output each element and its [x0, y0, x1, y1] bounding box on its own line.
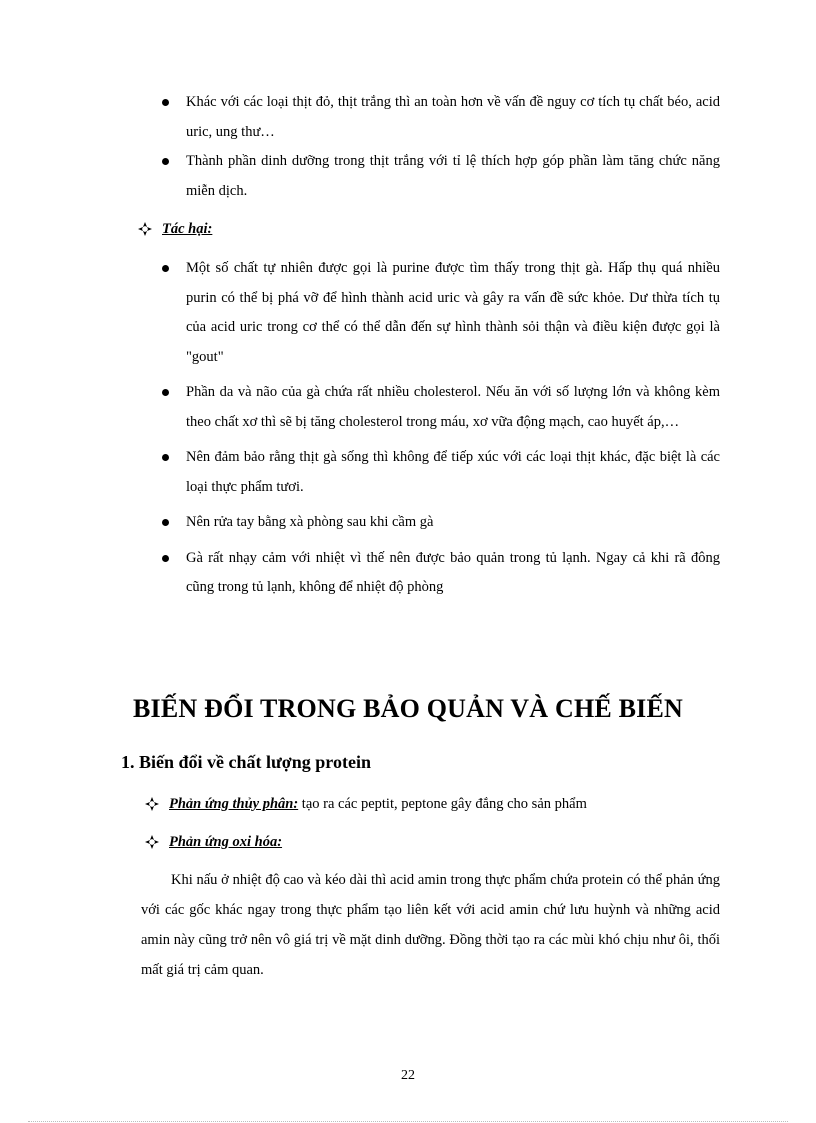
bullet-icon	[162, 519, 169, 526]
harms-heading: Tác hại:	[162, 221, 213, 237]
list-item-text: Khác với các loại thịt đỏ, thịt trắng thì an toàn hơn về vấn đề nguy cơ tích tụ chất béo, acid uric, ung thư…	[186, 94, 720, 140]
list-item	[160, 88, 720, 147]
section-title: 1. Biến đổi về chất lượng protein	[121, 752, 371, 772]
hydrolysis-heading: Phản ứng thủy phân:	[169, 796, 299, 812]
page-number: 22	[401, 1068, 415, 1083]
hydrolysis-text: tạo ra các peptit, peptone gây đắng cho sản phẩm	[298, 796, 587, 812]
list-item	[160, 254, 720, 372]
diamond-bullet-icon	[137, 221, 153, 237]
hydrolysis-line	[169, 793, 587, 815]
bullet-icon	[162, 389, 169, 396]
bullet-icon	[162, 158, 169, 165]
list-item-text: Nên đảm bảo rằng thịt gà sống thì không để tiếp xúc với các loại thịt khác, đặc biệt là các loại thực phẩm tươi.	[186, 449, 720, 495]
list-item	[160, 147, 720, 206]
bullet-icon	[162, 555, 169, 562]
bullet-icon	[162, 265, 169, 272]
harms-list	[160, 254, 720, 603]
main-title: BIẾN ĐỔI TRONG BẢO QUẢN VÀ CHẾ BIẾN	[133, 694, 683, 723]
list-item-text: Phần da và não của gà chứa rất nhiều cholesterol. Nếu ăn với số lượng lớn và không kèm theo chất xơ thì sẽ bị tăng cholesterol trong máu, xơ vữa động mạch, cao huyết áp,…	[186, 384, 720, 430]
list-item-text: Một số chất tự nhiên được gọi là purine được tìm thấy trong thịt gà. Hấp thụ quá nhiều purin có thể bị phá vỡ để hình thành acid uric và gây ra vấn đề sức khỏe. Dư thừa tích tụ của acid uric trong cơ thể có thể dẫn đến sự hình thành sỏi thận và điều kiện được gọi là "gout"	[186, 260, 720, 365]
list-item	[160, 378, 720, 437]
page-bottom-divider	[28, 1121, 788, 1122]
list-item	[160, 544, 720, 603]
diamond-bullet-icon	[144, 834, 160, 850]
diamond-bullet-icon	[144, 796, 160, 812]
list-item-text: Thành phần dinh dưỡng trong thịt trắng với tỉ lệ thích hợp góp phần làm tăng chức năng miễn dịch.	[186, 153, 720, 199]
bullet-icon	[162, 454, 169, 461]
list-item-text: Gà rất nhạy cảm với nhiệt vì thế nên được bảo quản trong tủ lạnh. Ngay cả khi rã đông cũng trong tủ lạnh, không để nhiệt độ phòng	[186, 549, 720, 595]
benefits-list	[160, 88, 720, 206]
list-item	[160, 443, 720, 502]
bullet-icon	[162, 99, 169, 106]
list-item	[160, 508, 720, 538]
list-item-text: Nên rửa tay bằng xà phòng sau khi cầm gà	[186, 514, 434, 530]
oxidation-heading: Phản ứng oxi hóa:	[169, 834, 283, 850]
oxidation-paragraph: Khi nấu ở nhiệt độ cao và kéo dài thì acid amin trong thực phẩm chứa protein có thể phản ứng với các gốc khác ngay trong thực phẩm tạo liên kết với acid amin chứ lưu huỳnh và những acid amin này cũng trở nên vô giá trị về mặt dinh dưỡng. Đồng thời tạo ra các mùi khó chịu như ôi, thối mất giá trị cảm quan.	[141, 872, 720, 978]
